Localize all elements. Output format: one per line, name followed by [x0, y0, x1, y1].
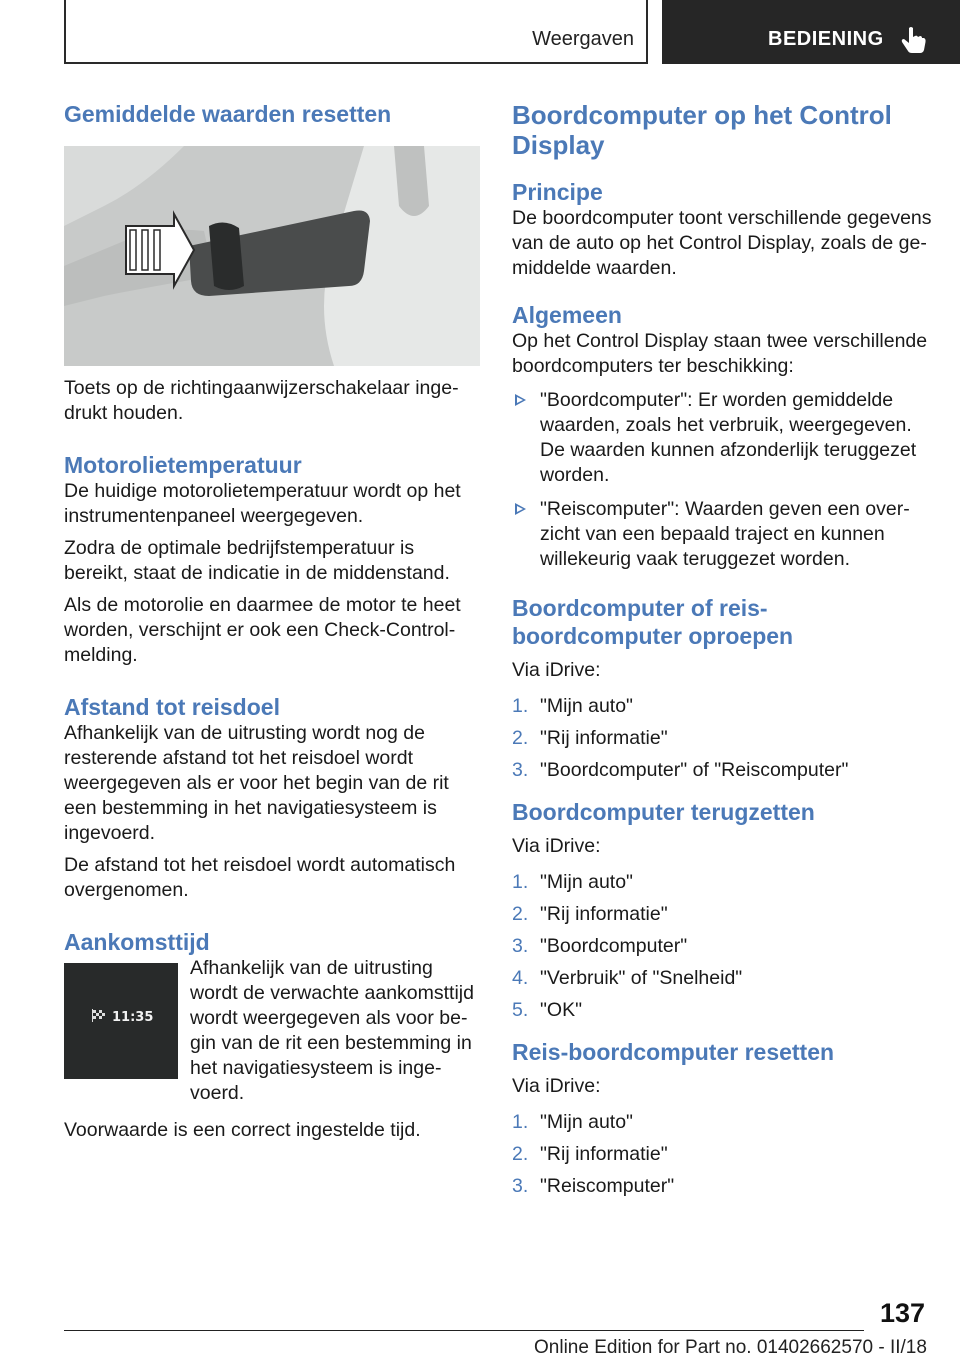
step-text: "Reiscomputer" — [540, 1175, 675, 1197]
step-text: "Verbruik" of "Snelheid" — [540, 967, 743, 989]
step-item — [512, 694, 932, 719]
step-item — [512, 966, 932, 991]
footer-edition-text: Online Edition for Part no. 01402662570 - II/18 — [534, 1337, 927, 1358]
step-text: "Rij informatie" — [540, 903, 668, 925]
step-item — [512, 1110, 932, 1135]
header-section-title: Weergaven — [532, 28, 634, 50]
text-motorolie-3: Als de motorolie en daarmee de motor te heet worden, verschijnt er ook een Check-Control-melding. — [64, 594, 461, 666]
step-item — [512, 870, 932, 895]
section-title-motorolie: Motorolietemperatuur — [64, 452, 302, 478]
step-item — [512, 758, 932, 783]
text-principe: De boordcomputer toont verschillende gegevens van de auto op het Control Display, zoals de gemiddelde waarden. — [512, 207, 932, 279]
arrival-time-value: 11:35 — [112, 1010, 154, 1025]
step-text: "Rij informatie" — [540, 1143, 668, 1165]
step-item — [512, 934, 932, 959]
step-item — [512, 1142, 932, 1167]
via-idrive-label: Via iDrive: — [512, 1075, 601, 1097]
oproepen-steps — [512, 694, 932, 783]
boordcomputer-types-list — [512, 388, 932, 572]
terugzetten-steps — [512, 870, 932, 1023]
via-idrive-label: Via iDrive: — [512, 835, 601, 857]
step-number: 1. — [512, 871, 529, 893]
left-column — [64, 100, 480, 1143]
step-number: 1. — [512, 695, 529, 717]
main-title-boordcomputer: Boordcomputer op het Control Display — [512, 100, 892, 160]
stalk-drawing — [64, 146, 480, 366]
step-number: 2. — [512, 1143, 529, 1165]
turn-signal-stalk-illustration — [64, 146, 480, 366]
arrival-time-display-image — [64, 963, 178, 1079]
list-item-text: "Boordcomputer": Er worden gemiddelde waarden, zoals het verbruik, weergegeven. De waarden kunnen afzonderlijk teruggezet worden. — [540, 389, 917, 486]
via-idrive-label: Via iDrive: — [512, 659, 601, 681]
section-title-principe: Principe — [512, 179, 603, 205]
text-aankomsttijd-1: Afhankelijk van de uitrusting wordt de verwachte aankomsttijd wordt weergegeven als voor begin van de rit een bestemming in het navigatiesysteem is ingevoerd. — [190, 957, 474, 1104]
step-text: "Mijn auto" — [540, 1111, 633, 1133]
step-text: "Mijn auto" — [540, 871, 633, 893]
step-item — [512, 1174, 932, 1199]
hand-pointer-icon — [900, 26, 926, 54]
step-number: 5. — [512, 999, 529, 1021]
triangle-bullet-icon — [515, 394, 526, 406]
page-number: 137 — [880, 1298, 926, 1328]
section-title-oproepen: Boordcomputer of reisboordcomputer oproepen — [512, 595, 794, 649]
reis-resetten-steps — [512, 1110, 932, 1199]
step-item — [512, 902, 932, 927]
step-text: "Boordcomputer" of "Reiscomputer" — [540, 759, 849, 781]
step-number: 1. — [512, 1111, 529, 1133]
step-number: 3. — [512, 1175, 529, 1197]
text-afstand-2: De afstand tot het reisdoel wordt automatisch overgenomen. — [64, 854, 456, 901]
step-number: 4. — [512, 967, 529, 989]
step-number: 2. — [512, 727, 529, 749]
step-item — [512, 998, 932, 1023]
list-item — [512, 388, 932, 488]
step-text: "Boordcomputer" — [540, 935, 688, 957]
section-title-reis-resetten: Reis-boordcomputer resetten — [512, 1039, 835, 1065]
section-title-aankomsttijd: Aankomsttijd — [64, 929, 210, 955]
list-item — [512, 497, 932, 572]
step-text: "OK" — [540, 999, 583, 1021]
list-item-text: "Reiscomputer": Waarden geven een overzicht van een bepaald traject en kunnen willekeurig vaak teruggezet worden. — [540, 498, 910, 570]
text-algemeen: Op het Control Display staan twee verschillende boordcomputers ter beschikking: — [512, 330, 928, 377]
step-number: 2. — [512, 903, 529, 925]
step-text: "Rij informatie" — [540, 727, 668, 749]
step-number: 3. — [512, 935, 529, 957]
step-number: 3. — [512, 759, 529, 781]
aankomsttijd-block — [64, 956, 480, 1106]
right-column — [512, 100, 932, 1206]
text-aankomsttijd-2: Voorwaarde is een correct ingestelde tijd. — [64, 1119, 421, 1141]
text-gemiddelde: Toets op de richtingaanwijzerschakelaar ingedrukt houden. — [64, 377, 459, 424]
step-item — [512, 726, 932, 751]
section-title-algemeen: Algemeen — [512, 302, 622, 328]
text-motorolie-2: Zodra de optimale bedrijfstemperatuur is bereikt, staat de indicatie in de middenstand. — [64, 537, 450, 584]
text-motorolie-1: De huidige motorolietemperatuur wordt op het instrumentenpaneel weergegeven. — [64, 480, 461, 527]
header-chapter-tab — [662, 0, 960, 64]
text-afstand-1: Afhankelijk van de uitrusting wordt nog de resterende afstand tot het reisdoel wordt weergegeven als er voor het begin van de rit een bestemming in het navigatiesysteem is ingevoerd. — [64, 722, 449, 844]
header-section-box — [64, 0, 648, 64]
footer-divider — [64, 1330, 864, 1331]
destination-flag-icon — [92, 1009, 106, 1022]
watermark-text — [520, 1337, 917, 1361]
triangle-bullet-icon — [515, 503, 526, 515]
header-chapter-title: BEDIENING — [768, 28, 884, 50]
section-title-terugzetten: Boordcomputer terugzetten — [512, 799, 815, 825]
step-text: "Mijn auto" — [540, 695, 633, 717]
section-title-gemiddelde: Gemiddelde waarden resetten — [64, 101, 392, 127]
section-title-afstand: Afstand tot reisdoel — [64, 694, 280, 720]
